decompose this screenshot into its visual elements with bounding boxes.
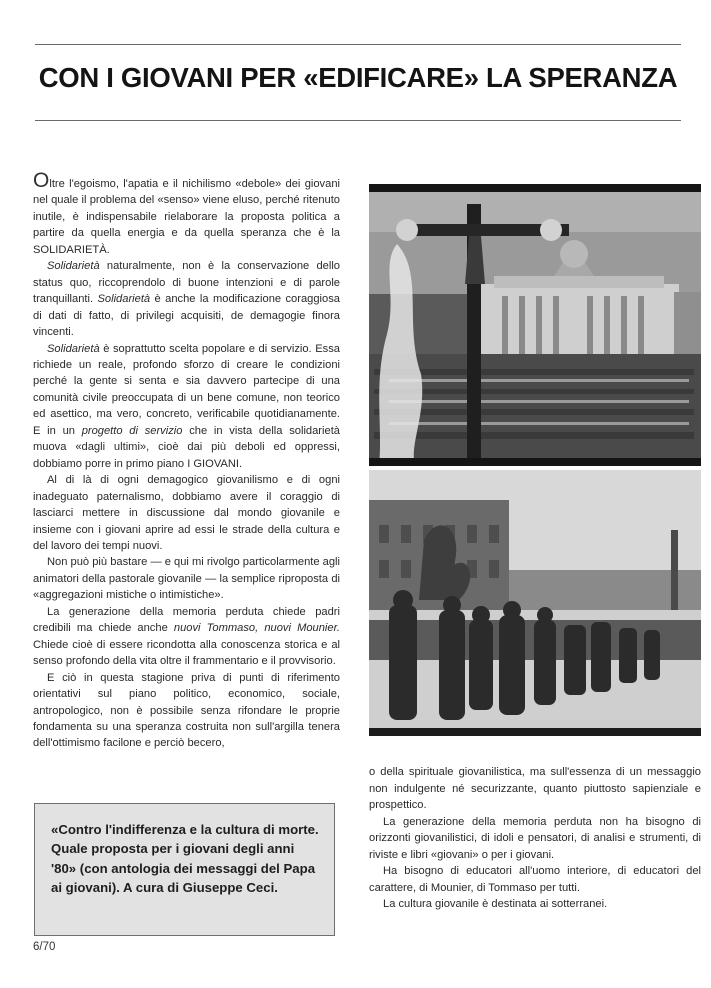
book-reference-box	[34, 803, 335, 936]
paragraph-3-emphasis-2: progetto di servizio	[81, 424, 183, 437]
paragraph-3	[33, 341, 340, 473]
right-paragraph-1: o della spirituale giovanilistica, ma sull'essenza di un messaggio non indulgente né securizzante, quanto piuttosto sapienziale e prospettico.	[369, 766, 701, 811]
paragraph-2-emphasis-1: Solidarietà	[47, 260, 100, 273]
right-paragraph-4: La cultura giovanile è destinata ai sotterranei.	[383, 898, 608, 910]
paragraph-6-text-b: Chiede cioè di essere ricondotta alla conoscenza storica e al senso profondo della vita oltre il frammentario e il provvisorio.	[33, 638, 340, 668]
paragraph-4: Al di là di ogni demagogico giovanilismo e di ogni inadeguato paternalismo, dobbiamo avere il coraggio di lasciarci mettere in discussione dal mondo giovanile e insieme con i giovani aprire ad essi le strade della cultura e del lavoro dei tempi nuovi.	[33, 474, 340, 552]
paragraph-6-text-a: La generazione della memoria perduta chiede padri credibili ma chiede anche	[33, 605, 340, 635]
paragraph-1	[33, 169, 340, 258]
left-column	[33, 169, 340, 752]
paragraph-6	[33, 604, 340, 670]
paragraph-2-emphasis-2: Solidarietà	[97, 293, 151, 306]
paragraph-2-text-a: naturalmente, non è la conservazione dello status quo, riccoprendolo di buone intenzioni e di parole tranquillanti.	[33, 260, 340, 306]
page-number: 6/70	[33, 941, 56, 953]
title-rule	[35, 120, 681, 121]
paragraph-7: E ciò in questa stagione priva di punti di riferimento orientativi sul piano politico, economico, sociale, antropologico, non è possibile senza rifondare le proprie fondamenta su una speranza costruita non sull'argilla tenera dell'ottimismo facilone e perciò becero,	[33, 671, 340, 750]
paragraph-2	[33, 258, 340, 340]
top-rule	[35, 44, 681, 45]
paragraph-3-text-a: è soprattutto scelta popolare e di servizio. Essa richiede un reale, profondo sforzo di creare le condizioni perché la gente si senta e sia davvero partecipe di una comunità civile preoccupata di un bene comune, non teorico ed asettico, ma vero, concreto, verificabile quotidianamente. E in un	[33, 342, 340, 437]
photo-procession	[369, 470, 701, 736]
paragraph-5: Non può più bastare — e qui mi rivolgo particolarmente agli animatori della pastorale giovanile — la semplice riproposta di «aggregazioni mistiche o intimistiche».	[33, 556, 340, 602]
drop-cap: O	[33, 169, 50, 192]
photo-st-peters-square-cross	[369, 184, 701, 466]
right-paragraph-2: La generazione della memoria perduta non ha bisogno di orizzonti giovanilistici, di idoli e pensatori, di analisi e strumenti, di riviste e libri «giovani» o per i giovani.	[369, 815, 701, 861]
book-reference-text: «Contro l'indifferenza e la cultura di morte. Quale proposta per i giovani degli anni '80» (con antologia dei messaggi del Papa ai giovani). A cura di Giuseppe Ceci.	[51, 822, 319, 896]
right-paragraph-3: Ha bisogno di educatori all'uomo interiore, di educatori del carattere, di Mounier, di Tommaso per tutti.	[369, 865, 701, 894]
paragraph-3-emphasis-1: Solidarietà	[47, 342, 100, 355]
article-title: CON I GIOVANI PER «EDIFICARE» LA SPERANZA	[38, 62, 678, 93]
paragraph-2-text-b: è anche la modificazione coraggiosa di dati di fatto, di privilegi acquisiti, de demagogie finora vincenti.	[33, 293, 340, 339]
right-column	[369, 764, 701, 913]
paragraph-1-text: ltre l'egoismo, l'apatia e il nichilismo «debole» dei giovani nel quale il problema del «senso» viene eluso, perché ritenuto inutile, è indispensabile rielaborare la proposta politica a partire da quella energia e da quella speranza che è la SOLIDARIETÀ.	[33, 178, 340, 256]
photo-procession-image	[369, 470, 701, 736]
photo-st-peters-square-cross-image	[369, 184, 701, 466]
paragraph-6-emphasis: nuovi Tommaso, nuovi Mounier.	[173, 622, 340, 635]
paragraph-3-text-b: che in vista della solidarietà muova «dagli ultimi», cioè dai più deboli ed oppressi, dobbiamo porre in primo piano I GIOVANI.	[33, 424, 340, 470]
